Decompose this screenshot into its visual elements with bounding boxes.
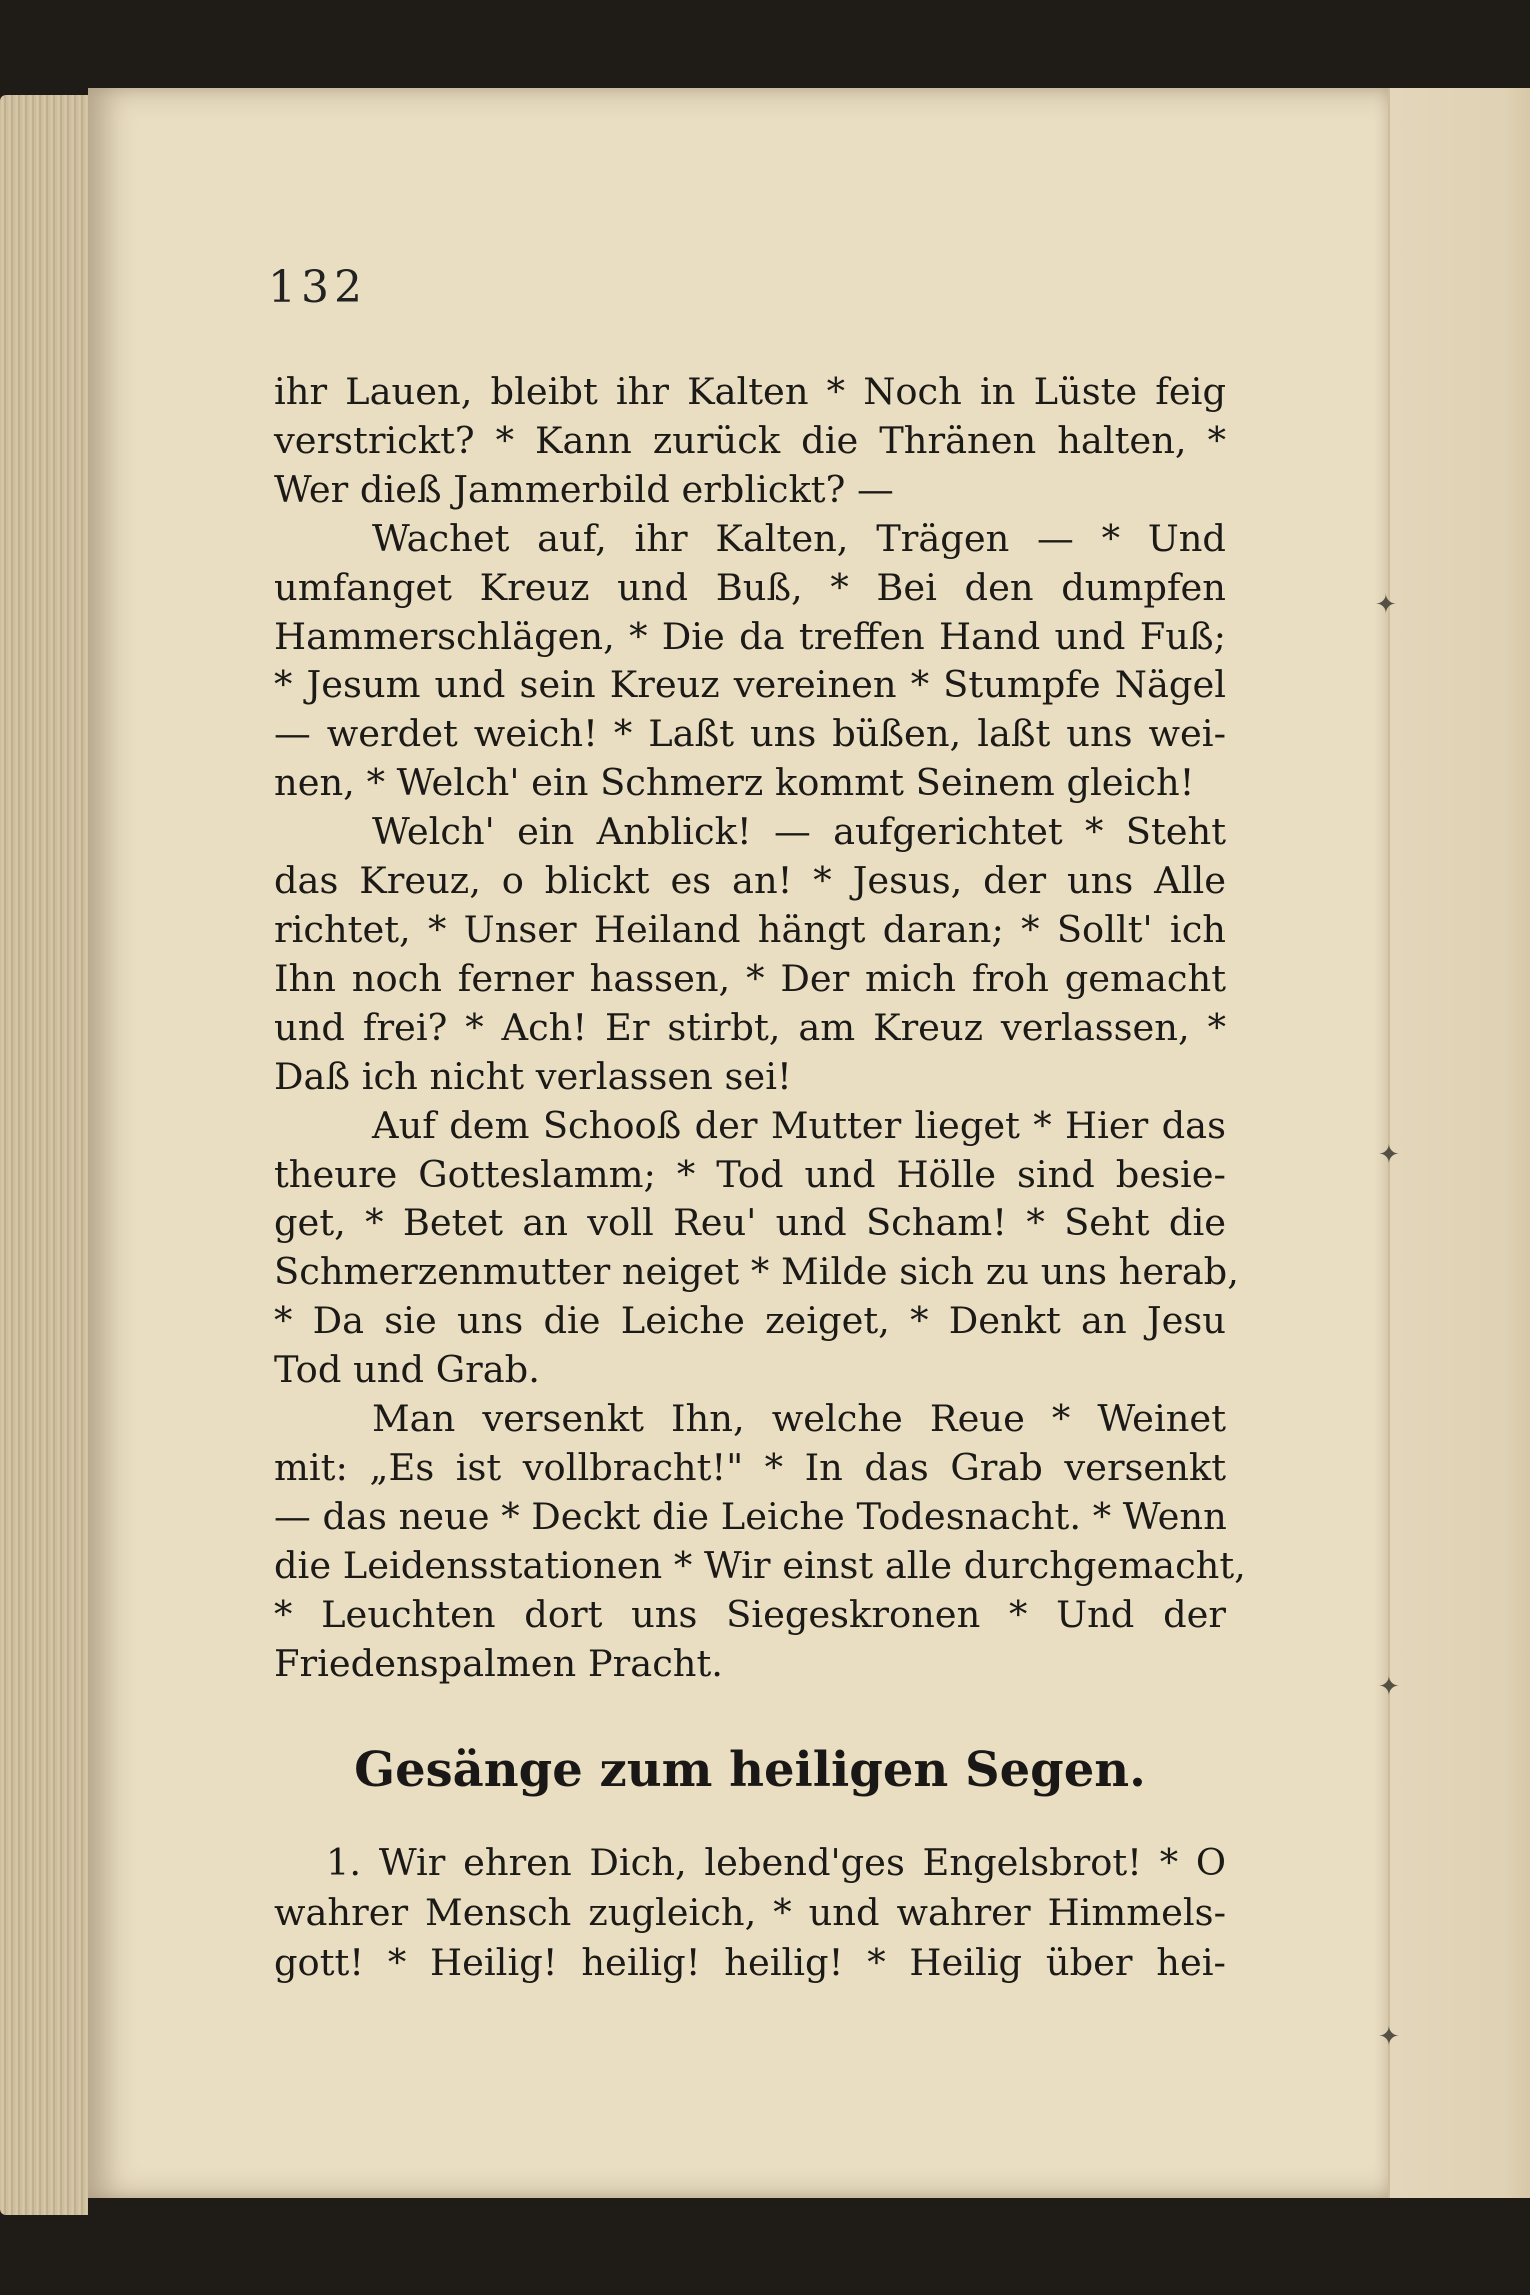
margin-mark: ✦ [1375,590,1397,620]
text-line: Schmerzenmutter neiget * Milde sich zu uns herab, [274,1250,1239,1294]
text-line: theure Gotteslamm; * Tod und Hölle sind besie- [274,1152,1226,1196]
text-line: Auf dem Schooß der Mutter lieget * Hier das [372,1103,1226,1147]
text-line: * Leuchten dort uns Siegeskronen * Und der [274,1592,1226,1636]
text-line: Man versenkt Ihn, welche Reue * Weinet [372,1397,1226,1441]
hymn-line: gott! * Heilig! heilig! heilig! * Heilig über hei- [274,1941,1226,1984]
margin-mark: ✦ [1378,1140,1400,1170]
text-line: die Leidensstationen * Wir einst alle durchgemacht, [274,1543,1246,1587]
text-line: Hammerschlägen, * Die da treffen Hand und Fuß; [274,614,1226,658]
text-line: Friedenspalmen Pracht. [274,1641,723,1685]
hymn-line: 1. Wir ehren Dich, lebend'ges Engelsbrot! * O [326,1841,1226,1884]
text-line: Tod und Grab. [274,1348,540,1392]
page-edges [0,95,95,2215]
text-line: * Jesum und sein Kreuz vereinen * Stumpfe Nägel [274,663,1226,707]
text-line: und frei? * Ach! Er stirbt, am Kreuz verlassen, * [274,1005,1226,1049]
text-line: Welch' ein Anblick! — aufgerichtet * Steht [372,810,1226,854]
text-line: * Da sie uns die Leiche zeiget, * Denkt an Jesu [274,1299,1226,1343]
text-line: richtet, * Unser Heiland hängt daran; * Sollt' ich [274,907,1226,951]
hymn-text [274,1838,1226,1988]
text-line: Wer dieß Jammerbild erblickt? — [274,467,894,511]
bottom-shadow [88,2198,1530,2295]
text-line: ihr Lauen, bleibt ihr Kalten * Noch in Lüste feig [274,370,1226,413]
margin-mark: ✦ [1378,2022,1400,2052]
text-line: get, * Betet an voll Reu' und Scham! * Seht die [274,1201,1226,1245]
body-text [274,368,1246,1688]
page-number: 132 [268,262,367,313]
margin-mark: ✦ [1378,1672,1400,1702]
text-line: verstrickt? * Kann zurück die Thränen halten, * [274,418,1226,462]
text-line: — werdet weich! * Laßt uns büßen, laßt uns wei- [274,712,1226,756]
text-line: das Kreuz, o blickt es an! * Jesus, der uns Alle [274,859,1226,903]
text-line: nen, * Welch' ein Schmerz kommt Seinem gleich! [274,761,1195,805]
text-line: mit: „Es ist vollbracht!" * In das Grab versenkt [274,1445,1226,1489]
text-line: — das neue * Deckt die Leiche Todesnacht. * Wenn [274,1494,1227,1538]
section-title: Gesänge zum heiligen Segen. [354,1742,1146,1798]
hymn-line: wahrer Mensch zugleich, * und wahrer Himmels- [274,1891,1226,1934]
text-line: umfanget Kreuz und Buß, * Bei den dumpfen [274,565,1226,609]
text-line: Daß ich nicht verlassen sei! [274,1054,792,1098]
text-line: Wachet auf, ihr Kalten, Trägen — * Und [372,516,1226,560]
facing-page-edge [1388,88,1530,2198]
text-line: Ihn noch ferner hassen, * Der mich froh gemacht [274,956,1226,1000]
